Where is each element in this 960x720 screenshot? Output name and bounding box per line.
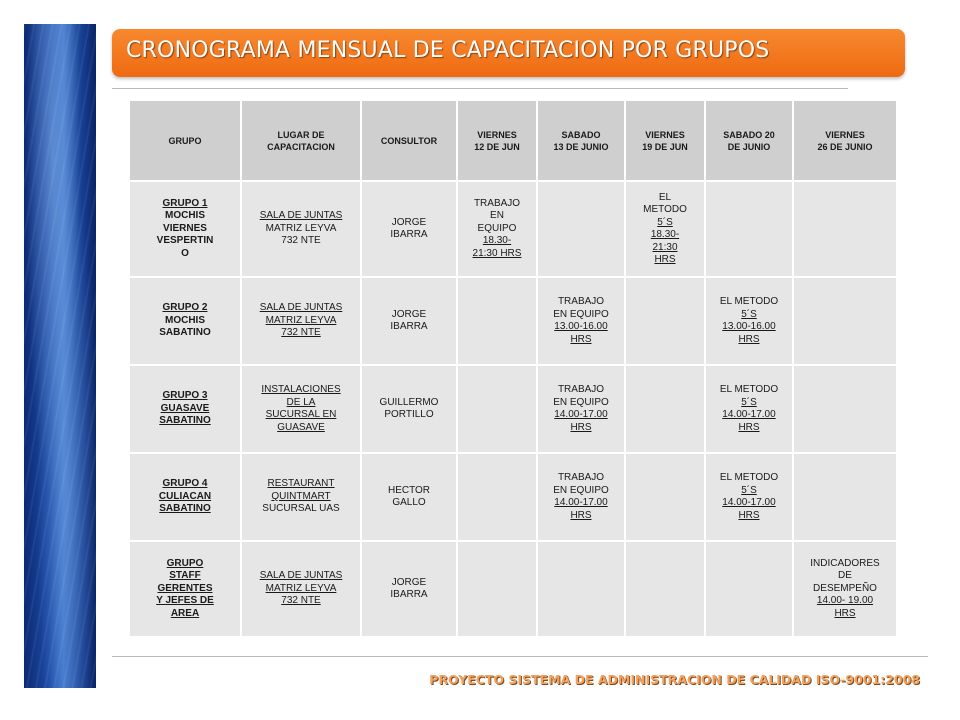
- group-cell: [129, 181, 241, 277]
- column-header-line: CONSULTOR: [380, 135, 438, 146]
- consultant-cell-line: IBARRA: [390, 589, 428, 600]
- session-cell: [457, 277, 537, 365]
- column-header: [537, 100, 625, 181]
- session-cell: [625, 365, 705, 453]
- session-cell-line: HRS: [738, 333, 760, 345]
- place-cell: [241, 277, 361, 365]
- place-cell-line: MATRIZ LEYVA: [265, 582, 337, 594]
- session-cell-line: HRS: [738, 509, 760, 521]
- group-cell-line: GRUPO 2: [162, 302, 208, 314]
- session-cell-line: TRABAJO: [473, 197, 521, 209]
- top-divider: [112, 88, 848, 89]
- session-cell-line: EL METODO: [719, 472, 779, 483]
- group-cell-line: MOCHIS: [165, 210, 205, 222]
- session-cell-line: DESEMPEÑO: [813, 582, 877, 594]
- place-cell-line: 732 NTE: [281, 235, 321, 247]
- session-cell: [705, 277, 793, 365]
- group-cell-line: VIERNES: [163, 222, 207, 234]
- group-cell-line: CULIACAN: [158, 490, 212, 502]
- group-cell-line: GRUPO 4: [162, 478, 208, 490]
- consultant-cell-line: JORGE: [391, 216, 427, 228]
- session-cell: [537, 541, 625, 637]
- session-cell: [793, 365, 897, 453]
- session-cell: [793, 453, 897, 541]
- group-cell-line: SABATINO: [159, 327, 211, 339]
- place-cell-line: SUCURSAL UAS: [262, 503, 340, 515]
- session-cell-line: EN EQUIPO: [553, 396, 609, 408]
- place-cell-line: SALA DE JUNTAS: [259, 302, 343, 314]
- consultant-cell-line: JORGE: [391, 308, 427, 320]
- page-title: CRONOGRAMA MENSUAL DE CAPACITACION POR GRUPOS: [126, 38, 770, 63]
- group-cell-line: GRUPO 3: [162, 390, 208, 402]
- consultant-cell-line: IBARRA: [390, 321, 428, 332]
- group-cell-line: SABATINO: [159, 503, 211, 515]
- place-cell-line: SALA DE JUNTAS: [259, 570, 343, 582]
- table-row: [129, 453, 897, 541]
- column-header-line: 13 DE JUNIO: [553, 141, 609, 152]
- column-header-line: DE JUNIO: [727, 141, 771, 152]
- session-cell-line: EN: [490, 210, 504, 222]
- session-cell: [625, 453, 705, 541]
- session-cell-line: 18.30-: [482, 235, 512, 247]
- session-cell-line: 14.00-17.00: [722, 497, 776, 508]
- session-cell: [793, 181, 897, 277]
- session-cell-line: HRS: [834, 607, 856, 619]
- session-cell: [625, 277, 705, 365]
- place-cell-line: QUINTMART: [271, 490, 331, 502]
- session-cell-line: 5´S: [657, 216, 673, 228]
- schedule-table: [128, 99, 898, 638]
- column-header-line: VIERNES: [825, 129, 865, 140]
- session-cell-line: 5´S: [741, 484, 757, 496]
- header-row: [129, 100, 897, 181]
- consultant-cell: [361, 541, 457, 637]
- title-banner: [112, 29, 905, 77]
- group-cell: [129, 277, 241, 365]
- column-header: [457, 100, 537, 181]
- session-cell: [537, 277, 625, 365]
- session-cell-line: EN EQUIPO: [553, 484, 609, 496]
- session-cell-line: HRS: [654, 254, 676, 265]
- column-header: [241, 100, 361, 181]
- table-row: [129, 541, 897, 637]
- session-cell-line: 5´S: [741, 308, 757, 320]
- session-cell-line: HRS: [738, 421, 760, 433]
- place-cell-line: MATRIZ LEYVA: [265, 314, 337, 326]
- session-cell: [457, 181, 537, 277]
- place-cell: [241, 181, 361, 277]
- group-cell-line: GRUPO 1: [162, 197, 208, 209]
- table-row: [129, 181, 897, 277]
- session-cell-line: 21:30: [652, 241, 678, 253]
- column-header-line: CAPACITACION: [267, 141, 335, 152]
- session-cell: [625, 541, 705, 637]
- column-header: [361, 100, 457, 181]
- place-cell-line: GUASAVE: [277, 421, 325, 433]
- session-cell-line: INDICADORES: [810, 557, 880, 569]
- place-cell-line: INSTALACIONES: [261, 384, 341, 395]
- place-cell-line: RESTAURANT: [267, 478, 335, 490]
- group-cell: [129, 541, 241, 637]
- group-cell-line: VESPERTIN: [156, 235, 214, 247]
- column-header: [705, 100, 793, 181]
- group-cell-line: MOCHIS: [165, 314, 205, 326]
- consultant-cell-line: HECTOR: [387, 484, 431, 496]
- column-header-line: SABADO 20: [723, 129, 775, 140]
- column-header: [129, 100, 241, 181]
- column-header-line: SABADO: [561, 129, 601, 140]
- session-cell-line: HRS: [570, 333, 592, 345]
- session-cell-line: TRABAJO: [557, 384, 605, 395]
- session-cell: [793, 277, 897, 365]
- group-cell-line: Y JEFES DE: [156, 595, 214, 607]
- session-cell-line: HRS: [570, 509, 592, 521]
- column-header-line: 26 DE JUNIO: [817, 141, 873, 152]
- session-cell: [537, 453, 625, 541]
- session-cell: [793, 541, 897, 637]
- place-cell-line: DE LA: [286, 396, 316, 408]
- session-cell-line: 14.00-17.00: [554, 409, 608, 420]
- group-cell: [129, 365, 241, 453]
- consultant-cell: [361, 365, 457, 453]
- session-cell-line: 14.00-17.00: [722, 409, 776, 420]
- column-header: [625, 100, 705, 181]
- column-header-line: 19 DE JUN: [642, 141, 688, 152]
- session-cell-line: EL: [658, 191, 672, 203]
- session-cell: [457, 453, 537, 541]
- session-cell-line: 14.00-17.00: [554, 497, 608, 508]
- place-cell: [241, 453, 361, 541]
- group-cell: [129, 453, 241, 541]
- session-cell-line: HRS: [570, 421, 592, 433]
- consultant-cell-line: GUILLERMO: [379, 396, 439, 408]
- session-cell: [705, 181, 793, 277]
- group-cell-line: AREA: [170, 607, 200, 619]
- group-cell-line: SABATINO: [159, 415, 211, 427]
- place-cell-line: 732 NTE: [281, 595, 321, 607]
- session-cell-line: DE: [838, 570, 852, 582]
- session-cell: [457, 365, 537, 453]
- group-cell-line: GUASAVE: [160, 402, 210, 414]
- session-cell-line: EL METODO: [719, 296, 779, 307]
- session-cell-line: EL METODO: [719, 384, 779, 395]
- group-cell-line: STAFF: [169, 570, 201, 582]
- session-cell-line: TRABAJO: [557, 296, 605, 307]
- group-cell-line: GRUPO: [166, 557, 204, 569]
- column-header-line: VIERNES: [477, 129, 517, 140]
- session-cell-line: TRABAJO: [557, 472, 605, 483]
- session-cell: [457, 541, 537, 637]
- session-cell-line: METODO: [643, 204, 687, 215]
- session-cell: [705, 541, 793, 637]
- place-cell-line: SUCURSAL EN: [265, 409, 337, 420]
- session-cell-line: 13.00-16.00: [722, 321, 776, 332]
- group-cell-line: O: [181, 247, 189, 259]
- place-cell-line: MATRIZ LEYVA: [265, 222, 337, 234]
- bottom-divider: [112, 656, 928, 657]
- table-row: [129, 277, 897, 365]
- footer-text: PROYECTO SISTEMA DE ADMINISTRACION DE CALIDAD ISO-9001:2008: [429, 672, 920, 687]
- place-cell-line: SALA DE JUNTAS: [259, 210, 343, 222]
- decorative-side-bar: [24, 24, 96, 688]
- session-cell: [705, 453, 793, 541]
- consultant-cell-line: IBARRA: [390, 229, 428, 240]
- consultant-cell-line: GALLO: [392, 497, 426, 508]
- session-cell-line: 5´S: [741, 396, 757, 408]
- session-cell-line: EN EQUIPO: [553, 308, 609, 320]
- session-cell: [705, 365, 793, 453]
- session-cell-line: EQUIPO: [477, 222, 517, 234]
- session-cell: [625, 181, 705, 277]
- session-cell-line: 21:30 HRS: [472, 247, 522, 259]
- session-cell: [537, 181, 625, 277]
- consultant-cell: [361, 181, 457, 277]
- place-cell-line: 732 NTE: [281, 327, 321, 339]
- session-cell-line: 14.00- 19.00: [816, 595, 874, 607]
- table-row: [129, 365, 897, 453]
- column-header-line: LUGAR DE: [277, 129, 325, 140]
- column-header-line: 12 DE JUN: [474, 141, 520, 152]
- session-cell-line: 18.30-: [650, 229, 680, 240]
- consultant-cell: [361, 277, 457, 365]
- column-header-line: GRUPO: [168, 135, 202, 146]
- session-cell-line: 13.00-16.00: [554, 321, 608, 332]
- consultant-cell-line: JORGE: [391, 576, 427, 588]
- consultant-cell-line: PORTILLO: [384, 409, 434, 420]
- group-cell-line: GERENTES: [157, 582, 213, 594]
- consultant-cell: [361, 453, 457, 541]
- place-cell: [241, 541, 361, 637]
- place-cell: [241, 365, 361, 453]
- column-header-line: VIERNES: [645, 129, 685, 140]
- column-header: [793, 100, 897, 181]
- session-cell: [537, 365, 625, 453]
